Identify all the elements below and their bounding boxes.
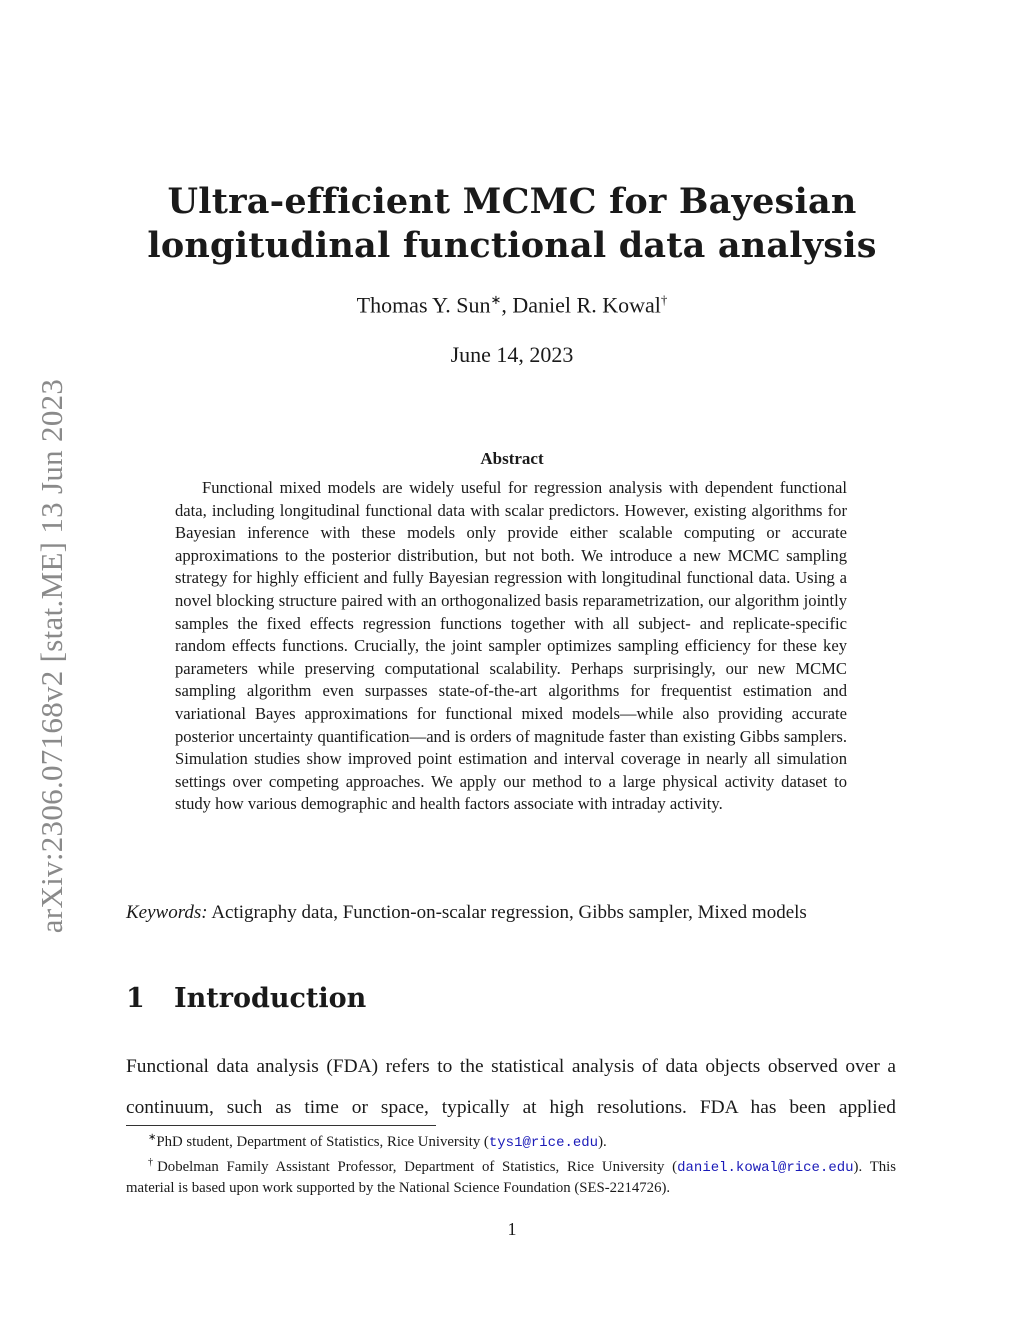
footnote-2 (126, 1153, 896, 1198)
publication-date: June 14, 2023 (450, 342, 574, 367)
footnote-text: ). (598, 1133, 607, 1150)
email-link[interactable]: tys1@rice.edu (488, 1134, 599, 1151)
keywords (126, 902, 906, 924)
footnote-mark: ∗ (148, 1132, 157, 1143)
footnote-mark: † (148, 1156, 158, 1168)
footnote-text: Dobelman Family Assistant Professor, Department of Statistics, Rice University ( (157, 1158, 678, 1175)
page-number: 1 (507, 1219, 517, 1239)
footnote-divider (126, 1125, 436, 1126)
author-separator: , (501, 292, 513, 318)
footnote-marker[interactable]: † (660, 292, 668, 307)
author-name: Daniel R. Kowal (512, 292, 661, 318)
arxiv-identifier: arXiv:2306.07168v2 [stat.ME] 13 Jun 2023 (34, 378, 69, 934)
section-heading (126, 983, 366, 1014)
footnotes (126, 1128, 896, 1198)
title-line-2: longitudinal functional data analysis (147, 225, 877, 266)
abstract-heading: Abstract (480, 449, 544, 468)
section-number: 1 (126, 983, 145, 1014)
section-title: Introduction (174, 983, 367, 1014)
footnote-text: PhD student, Department of Statistics, Rice University ( (156, 1133, 489, 1150)
footnote-text: ). This material is based upon work supported by the National Science Foundation (SES-2214726). (126, 1158, 897, 1196)
keywords-list: Actigraphy data, Function-on-scalar regression, Gibbs sampler, Mixed models (207, 902, 807, 923)
keywords-label: Keywords: (126, 902, 208, 923)
section-body: Functional data analysis (FDA) refers to the statistical analysis of data objects observed over a continuum, such as time or space, typically at high resolutions. FDA has been applied (126, 1056, 896, 1118)
email-link[interactable]: daniel.kowal@rice.edu (677, 1159, 854, 1176)
author-list (0, 292, 1024, 318)
abstract-body: Functional mixed models are widely useful for regression analysis with dependent functional data, including longitudinal functional data with scalar predictors. However, existing algorithms for Bayesian inference with these models only provide either scalable computing or accurate approximations to the posterior distribution, but not both. We introduce a new MCMC sampling strategy for highly efficient and fully Bayesian regression with longitudinal functional data. Using a novel blocking structure paired with an orthogonalized basis reparametrization, our algorithm jointly samples the fixed effects regression functions together with all subject- and replicate-specific random effects functions. Crucially, the joint sampler optimizes sampling efficiency for these key parameters while preserving computational scalability. Perhaps surprisingly, our new MCMC sampling algorithm even surpasses state-of-the-art algorithms for frequentist estimation and variational Bayes approximations for functional mixed models—while also providing accurate posterior uncertainty quantification—and is orders of magnitude faster than existing Gibbs samplers. Simulation studies show improved point estimation and interval coverage in nearly all simulation settings over competing approaches. We apply our method to a large physical activity dataset to study how various demographic and health factors associate with intraday activity. (175, 478, 847, 814)
footnote-1 (126, 1128, 896, 1153)
paper-title (0, 180, 1024, 268)
author-name: Thomas Y. Sun (356, 292, 491, 318)
footnote-marker[interactable]: ∗ (490, 292, 502, 307)
title-line-1: Ultra-efficient MCMC for Bayesian (167, 181, 857, 222)
